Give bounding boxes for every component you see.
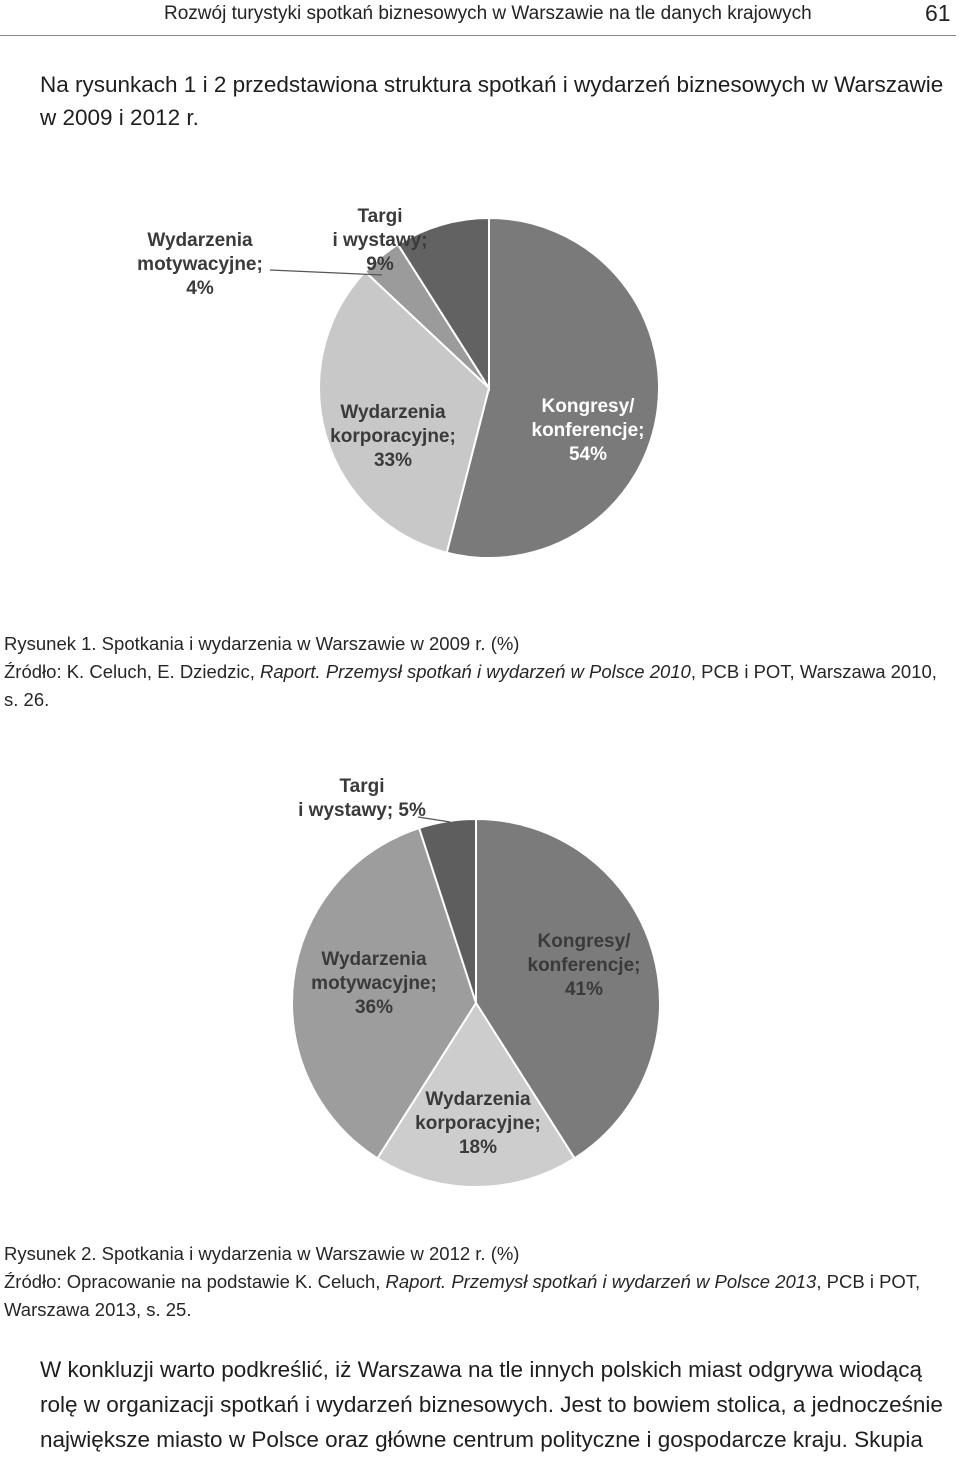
slice-label-line: Wydarzenia: [321, 949, 427, 970]
figure-1-source: [4, 658, 954, 714]
slice-label-line: 36%: [354, 997, 394, 1018]
slice-label-line: motywacyjne;: [137, 254, 263, 275]
running-title: Rozwój turystyki spotkań biznesowych w Warszawie na tle danych krajowych: [164, 3, 812, 24]
slice-label: [137, 230, 263, 299]
pie-chart-2009-svg: [128, 200, 886, 578]
figure-2-source: [4, 1268, 954, 1324]
figure-2-caption: [4, 1240, 954, 1324]
slice-label-line: konferencje;: [531, 420, 645, 441]
pie-chart-2012: [114, 765, 870, 1195]
slice-label-line: 33%: [373, 450, 413, 471]
figure-1-caption: [4, 630, 954, 714]
slice-label-line: Kongresy/: [541, 396, 635, 417]
slice-label-line: 54%: [568, 444, 608, 465]
figure-1-title: Rysunek 1. Spotkania i wydarzenia w Warszawie w 2009 r. (%): [4, 633, 520, 654]
header-rule: [0, 35, 956, 36]
figure-1-source-title: Raport. Przemysł spotkań i wydarzeń w Polsce 2010: [260, 661, 691, 682]
slice-label-line: i wystawy;: [332, 230, 428, 251]
figure-2-source-label: Źródło: Opracowanie na podstawie K. Celuch,: [4, 1271, 386, 1292]
page-number: 61: [925, 0, 951, 26]
slice-label-line: 9%: [366, 254, 394, 275]
slice-label-line: korporacyjne;: [330, 426, 456, 447]
slice-label-line: konferencje;: [527, 955, 641, 976]
figure-2-source-rest: , PCB i POT, Warszawa 2013, s. 25.: [4, 1271, 921, 1320]
slice-label-line: motywacyjne;: [311, 973, 437, 994]
figure-1-source-label: Źródło: K. Celuch, E. Dziedzic,: [4, 661, 261, 682]
slice-label-line: korporacyjne;: [415, 1113, 541, 1134]
intro-paragraph: Na rysunkach 1 i 2 przedstawiona struktura spotkań i wydarzeń biznesowych w Warszawie w 2009 i 2012 r.: [40, 72, 944, 130]
closing-paragraph: W konkluzji warto podkreślić, iż Warszawa na tle innych polskich miast odgrywa wiodącą rolę w organizacji spotkań i wydarzeń biznesowych. Jest to bowiem stolica, a jednocześnie największe miasto w Polsce oraz główne centrum polityczne i gospodarcze kraju. Skupia: [40, 1357, 943, 1452]
slice-label-line: 18%: [458, 1137, 498, 1158]
slice-label-line: 41%: [564, 979, 604, 1000]
figure-1-source-rest: , PCB i POT, Warszawa 2010, s. 26.: [4, 661, 937, 710]
slice-label-line: Wydarzenia: [340, 402, 446, 423]
figure-2-source-title: Raport. Przemysł spotkań i wydarzeń w Polsce 2013: [385, 1271, 817, 1292]
slice-label: [298, 776, 426, 821]
slice-label-line: i wystawy; 5%: [298, 800, 426, 821]
slice-label-line: Targi: [339, 776, 385, 797]
running-header: [0, 0, 960, 36]
figure-2-title: Rysunek 2. Spotkania i wydarzenia w Warszawie w 2012 r. (%): [4, 1243, 520, 1264]
slice-label-line: 4%: [186, 278, 214, 299]
pie-chart-2012-svg: [114, 765, 870, 1195]
pie-chart-2009: [128, 200, 886, 578]
slice-label-line: Wydarzenia: [425, 1089, 531, 1110]
slice-label-line: Kongresy/: [537, 931, 631, 952]
slice-label-line: Wydarzenia: [147, 230, 253, 251]
slice-label-line: Targi: [357, 206, 403, 227]
